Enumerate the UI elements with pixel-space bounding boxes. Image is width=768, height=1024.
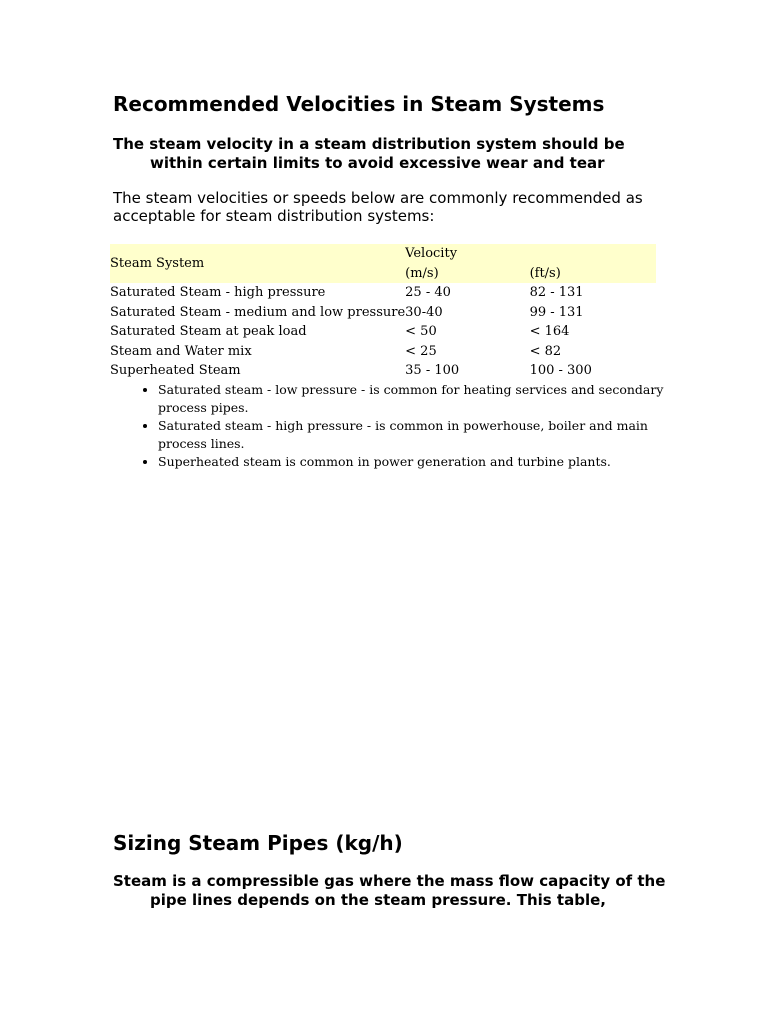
section-title-velocities: Recommended Velocities in Steam Systems xyxy=(113,92,605,116)
cell-ms: 25 - 40 xyxy=(405,285,451,300)
table-row xyxy=(110,303,656,323)
cell-fts: < 164 xyxy=(529,324,570,340)
cell-system: Saturated Steam - high pressure xyxy=(110,285,326,300)
velocity-table xyxy=(110,244,656,381)
intro-paragraph: The steam velocities or speeds below are commonly recommended as acceptable for steam distribution systems: xyxy=(113,189,643,225)
cell-fts: 99 - 131 xyxy=(529,304,584,320)
section-lead-sizing: Steam is a compressible gas where the mass flow capacity of the pipe lines depends on the steam pressure. This table, xyxy=(113,872,666,909)
header-velocity: Velocity xyxy=(405,244,656,264)
cell-fts: < 82 xyxy=(529,343,562,359)
cell-system: Saturated Steam at peak load xyxy=(110,324,307,340)
cell-ms: < 50 xyxy=(405,324,437,340)
table-row xyxy=(110,361,656,381)
list-item: • Superheated steam is common in power generation and turbine plants. xyxy=(158,453,668,471)
section-lead-velocities: The steam velocity in a steam distribution system should be within certain limits to avoid excessive wear and tear xyxy=(113,135,625,172)
list-item: • Saturated steam - high pressure - is common in powerhouse, boiler and main process lines. xyxy=(158,417,668,453)
table-row xyxy=(110,283,656,303)
notes-list xyxy=(138,381,668,471)
cell-system: Steam and Water mix xyxy=(110,343,252,359)
table-row xyxy=(110,342,656,362)
cell-system: Saturated Steam - medium and low pressure xyxy=(110,304,406,320)
header-unit-ms: (m/s) xyxy=(405,264,529,284)
cell-ms: < 25 xyxy=(405,343,437,359)
cell-fts: 82 - 131 xyxy=(529,285,584,300)
list-item: • Saturated steam - low pressure - is common for heating services and secondary process pipes. xyxy=(158,381,668,417)
cell-ms: 35 - 100 xyxy=(405,363,460,379)
cell-system: Superheated Steam xyxy=(110,363,241,379)
cell-fts: 100 - 300 xyxy=(529,363,592,379)
header-steam-system: Steam System xyxy=(110,244,405,283)
cell-ms: 30-40 xyxy=(405,304,443,320)
table-header-row xyxy=(110,244,656,264)
header-unit-fts: (ft/s) xyxy=(530,264,656,284)
section-title-sizing: Sizing Steam Pipes (kg/h) xyxy=(113,831,403,855)
table-row xyxy=(110,322,656,342)
